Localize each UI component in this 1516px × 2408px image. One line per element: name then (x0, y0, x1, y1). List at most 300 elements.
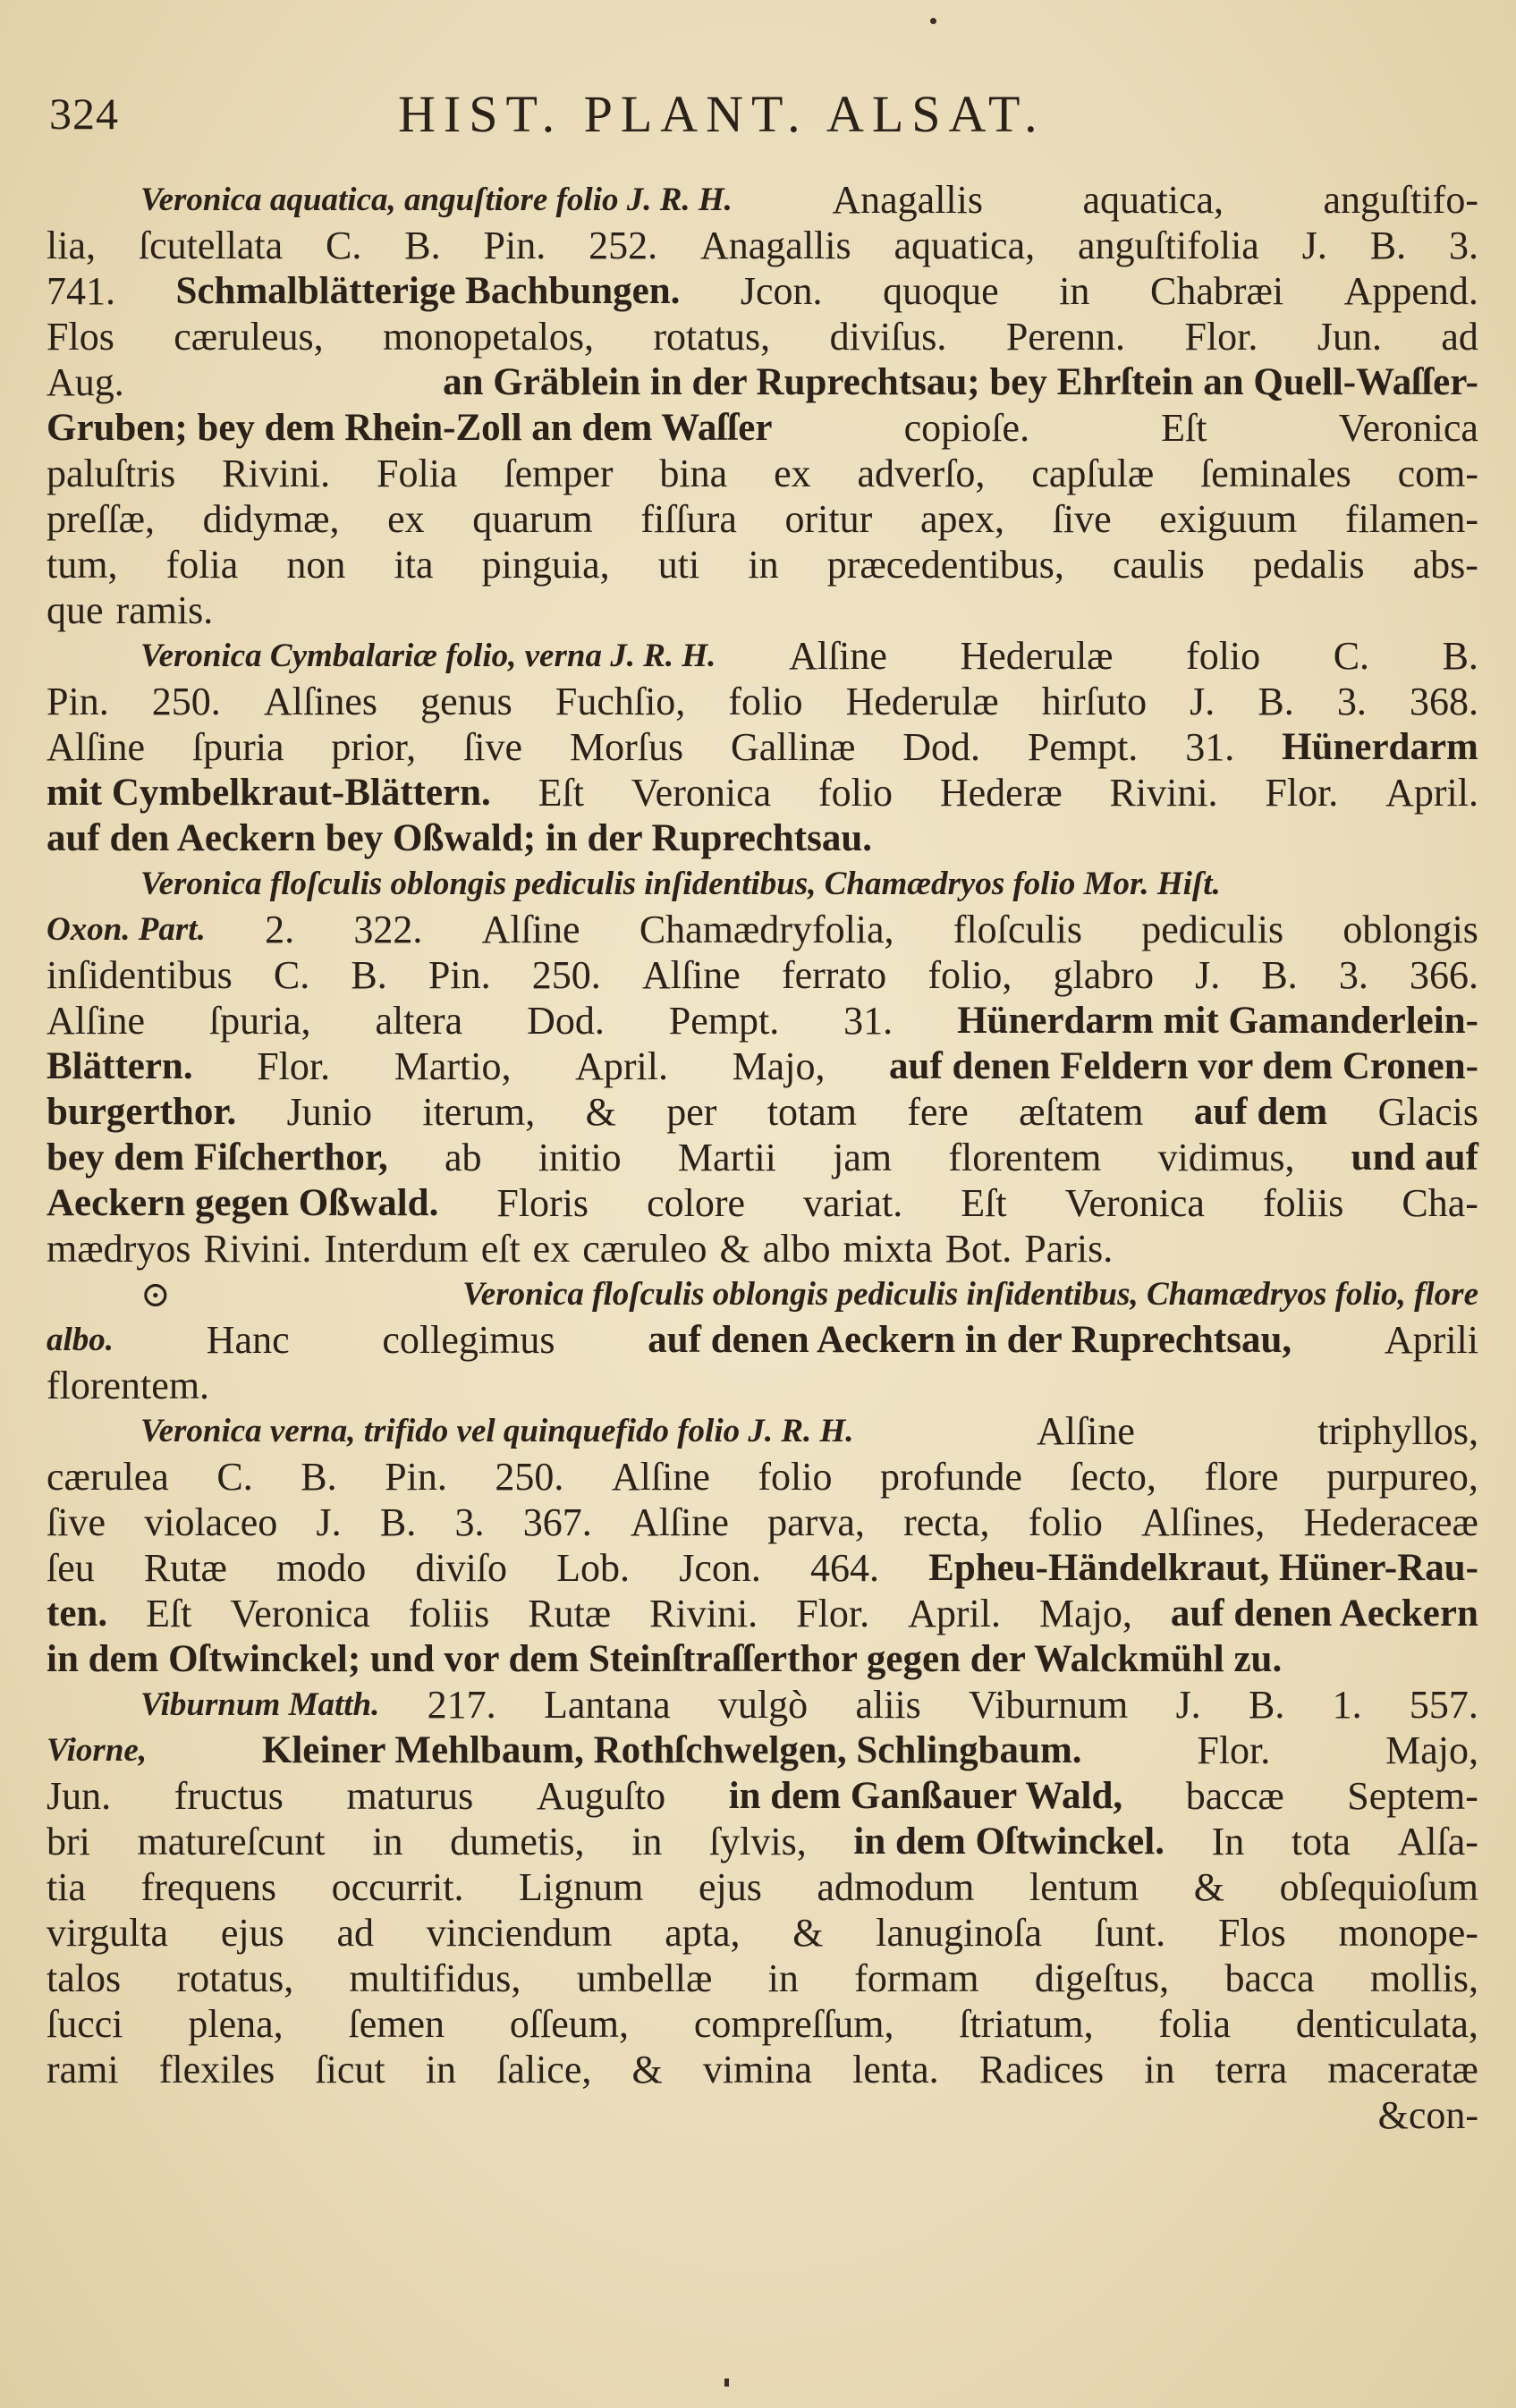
text-line (47, 587, 1478, 633)
fraktur-text: auf denen Aeckern in der Ruprechtsau, (648, 1319, 1292, 1361)
word: lia, (47, 224, 96, 267)
word: albo (762, 1227, 831, 1271)
word: Auguſto (536, 1774, 666, 1818)
ink-speck (724, 2378, 729, 2387)
word: Pempt. (668, 999, 780, 1043)
fraktur-text: Schmalblätterige Bachbungen. (175, 270, 681, 312)
word: violaceo (144, 1500, 278, 1544)
word: apex, (919, 497, 1004, 541)
word: B. (1369, 224, 1407, 267)
word: ramis. (115, 588, 214, 632)
word: maturus (346, 1774, 474, 1818)
word: prior, (331, 725, 417, 769)
word: Dod. (527, 999, 605, 1043)
word: cæruleus, (174, 315, 324, 359)
word: Dod. (902, 725, 980, 769)
word: Flor. (257, 1044, 331, 1088)
text-line (47, 1272, 1478, 1317)
word: fructus (174, 1774, 284, 1818)
word: Cha- (1402, 1181, 1478, 1225)
word: Alſine (788, 634, 887, 678)
text-line (47, 907, 1478, 952)
word: bacca (1224, 1956, 1315, 2000)
word: in (1059, 269, 1090, 313)
fraktur-text: Gruben; bey dem Rhein-Zoll an dem Waſſer (47, 407, 773, 449)
text-line (47, 314, 1478, 359)
word: Anagallis (700, 224, 851, 267)
text-line (47, 177, 1478, 223)
word: Veronica (1338, 406, 1478, 450)
fraktur-text: mit Cymbelkraut-Blättern. (47, 772, 491, 814)
fraktur-text: und auf (1351, 1136, 1478, 1179)
text-line (47, 998, 1478, 1043)
word: Morſus (569, 725, 684, 769)
word: folio (1028, 1500, 1103, 1544)
word: fere (907, 1090, 969, 1134)
word: pinguia, (481, 543, 610, 587)
word: April. (1385, 771, 1478, 815)
word: in (631, 1820, 663, 1863)
word: Lignum (519, 1865, 644, 1909)
fraktur-text: auf den Aeckern bey Oßwald; in der Ruprechtsau. (47, 817, 873, 859)
word: Hederæ (939, 771, 1063, 815)
word: recta, (903, 1500, 990, 1544)
word: Eſt (538, 771, 584, 815)
word: C. (1333, 634, 1370, 678)
word: 217. (427, 1683, 496, 1727)
fraktur-text: auf denen Aeckern (1170, 1593, 1478, 1635)
word: Alſa- (1397, 1820, 1478, 1863)
word: ferrato (781, 953, 887, 997)
word: monope- (1338, 1911, 1478, 1955)
word: Chamædryfolia, (639, 908, 894, 951)
text-line (47, 1545, 1478, 1591)
word: Pin. (385, 1455, 447, 1499)
fraktur-text: in dem Oſtwinckel. (853, 1821, 1165, 1863)
word: didymæ, (202, 497, 340, 541)
word: Pempt. (1027, 725, 1139, 769)
word: ſive (47, 1500, 106, 1544)
word: & (585, 1090, 616, 1134)
word: occurrit. (331, 1865, 464, 1909)
word: Flor. (1184, 315, 1258, 359)
word: florentem (948, 1136, 1102, 1179)
text-line (47, 451, 1478, 496)
word: Pin. (483, 224, 546, 267)
text-line (47, 1910, 1478, 1956)
word: 2. (265, 908, 295, 951)
word: Majo, (1385, 1728, 1478, 1772)
word: ſcutellata (138, 224, 284, 267)
word: J. (1301, 224, 1327, 267)
word: vinciendum (426, 1911, 613, 1955)
text-line (47, 861, 1478, 907)
word: ſicut (315, 2048, 385, 2091)
word: aquatica, (894, 224, 1036, 267)
word: Interdum (324, 1227, 469, 1271)
page-number: 324 (49, 89, 119, 139)
word: purpureo, (1326, 1455, 1478, 1499)
word: modo (275, 1546, 367, 1590)
word: lenta. (852, 2048, 939, 2091)
word: flore (1204, 1455, 1279, 1499)
word: Flor. (796, 1592, 870, 1635)
word: Flos (47, 315, 114, 359)
word: parva, (767, 1500, 865, 1544)
word: abs- (1412, 543, 1478, 587)
text-line (47, 2047, 1478, 2092)
word: apta, (665, 1911, 741, 1955)
word: 252. (589, 224, 658, 267)
word: Perenn. (1005, 315, 1126, 359)
word: profunde (880, 1455, 1022, 1499)
word: April. (908, 1592, 1001, 1635)
word: talos (47, 1956, 122, 2000)
word: 3. (1336, 680, 1367, 723)
word: Append. (1343, 269, 1478, 313)
italic-text: Oxon. Part. (47, 911, 206, 948)
word: filamen- (1344, 497, 1478, 541)
word: cærulea (47, 1455, 169, 1499)
word: 322. (353, 908, 423, 951)
word: folia (1158, 2002, 1232, 2046)
word: flexiles (158, 2048, 275, 2091)
text-line (47, 1956, 1478, 2001)
word: C. (273, 953, 310, 997)
symbol: ⊙ (140, 1274, 171, 1314)
word: Rutæ (528, 1592, 612, 1635)
text-line (47, 679, 1478, 724)
word: rotatus, (653, 315, 771, 359)
word: iterum, (422, 1090, 536, 1134)
word: Rivini. (203, 1227, 312, 1271)
word: Alſines (263, 680, 377, 723)
word: diviſo (415, 1546, 508, 1590)
word: folio (1186, 634, 1261, 678)
fraktur-text: auf denen Feldern vor dem Cronen- (889, 1045, 1478, 1087)
word: matureſcunt (137, 1820, 326, 1863)
word: Majo, (732, 1044, 826, 1088)
fraktur-text: in dem Ganßauer Wald, (728, 1775, 1123, 1817)
word: B. (351, 953, 387, 997)
word: Eſt (961, 1181, 1007, 1225)
word: vulgò (717, 1683, 809, 1727)
word: baccæ (1185, 1774, 1284, 1818)
word: aquatica, (1082, 178, 1224, 222)
word: triphyllos, (1317, 1409, 1478, 1453)
word: 3. (454, 1500, 485, 1544)
word: Aprili (1384, 1318, 1478, 1362)
word: Flor. (1197, 1728, 1271, 1772)
word: 741. (47, 269, 115, 313)
italic-text: Veronica aquatica, anguſtiore folio J. R. H. (140, 182, 733, 218)
word: virgulta (47, 1911, 169, 1955)
word: pedalis (1252, 543, 1365, 587)
text-line (47, 1408, 1478, 1454)
word: cæruleo (582, 1227, 707, 1271)
text-line (47, 2092, 1478, 2138)
word: copioſe. (903, 406, 1030, 450)
word: foliis (1262, 1181, 1344, 1225)
text-line (47, 1500, 1478, 1545)
word: J. (1195, 953, 1221, 997)
word: in (372, 1820, 403, 1863)
fraktur-text: Epheu-Händelkraut, Hüner-Rau- (928, 1547, 1478, 1589)
word: inſidentibus (47, 953, 233, 997)
word: mædryos (47, 1227, 191, 1271)
italic-text: Veronica Cymbalariæ folio, verna J. R. H. (140, 638, 716, 674)
page-header (49, 79, 1467, 150)
word: ex (387, 497, 425, 541)
word: B. (1248, 1683, 1285, 1727)
word: B. (379, 1500, 417, 1544)
word: B. (1442, 634, 1478, 678)
word: lentum (1029, 1865, 1139, 1909)
word: Jun. (1317, 315, 1382, 359)
word: ſpuria (191, 725, 284, 769)
word: B. (1258, 680, 1294, 723)
word: glabro (1053, 953, 1154, 997)
word: Folia (377, 452, 458, 495)
fraktur-text: Hünerdarm (1282, 726, 1478, 768)
word: J. (1190, 680, 1215, 723)
word: Aug. (47, 360, 124, 404)
word: terra (1215, 2048, 1288, 2091)
word: æſtatem (1019, 1090, 1144, 1134)
word: capſulæ (1031, 452, 1155, 495)
word: April. (575, 1044, 668, 1088)
word: 31. (843, 999, 894, 1043)
word: Alſine (47, 725, 145, 769)
word: oſſeum, (509, 2002, 630, 2046)
word: folio (758, 1455, 833, 1499)
word: ſtriatum, (959, 2002, 1094, 2046)
word: 557. (1409, 1683, 1478, 1727)
text-line (47, 2001, 1478, 2047)
text-line (47, 1591, 1478, 1636)
fraktur-text: in dem Oſtwinckel; und vor dem Steinſtraſſerthor gegen der Walckmühl zu. (47, 1638, 1283, 1680)
word: 366. (1409, 953, 1478, 997)
word: Floris (496, 1181, 589, 1225)
word: Radices (978, 2048, 1105, 2091)
word: & (1377, 2093, 1409, 2137)
word: B. (1261, 953, 1298, 997)
word: B. (301, 1455, 337, 1499)
text-line (47, 1363, 1478, 1408)
word: Eſt (146, 1592, 192, 1635)
word: 3. (1338, 953, 1368, 997)
word: Veronica (230, 1592, 370, 1635)
text-line (47, 223, 1478, 268)
fraktur-text: ten. (47, 1593, 108, 1635)
fraktur-text: Kleiner Mehlbaum, Rothſchwelgen, Schlingbaum. (261, 1729, 1082, 1771)
word: ſemen (348, 2002, 445, 2046)
word: ita (394, 543, 434, 587)
word: Lob. (556, 1546, 631, 1590)
word: uti (657, 543, 700, 587)
word: paluſtris (47, 452, 176, 495)
fraktur-text: Hünerdarm mit Gamanderlein- (957, 1000, 1478, 1042)
italic-text: Veronica verna, trifido vel quinquefido folio J. R. H. (140, 1413, 854, 1449)
word: vidimus, (1157, 1136, 1295, 1179)
word: In (1211, 1820, 1245, 1863)
text-line (47, 1043, 1478, 1089)
word: Flor. (1265, 771, 1339, 815)
text-line (47, 1728, 1478, 1773)
word: tum, (47, 543, 118, 587)
word: Alſine (481, 908, 580, 951)
word: obſequioſum (1279, 1865, 1478, 1909)
text-line (47, 770, 1478, 815)
text-line (47, 268, 1478, 314)
word: Hanc (206, 1318, 290, 1362)
text-line (47, 1089, 1478, 1135)
word: rotatus, (176, 1956, 294, 2000)
word: mixta (843, 1227, 933, 1271)
word: dumetis, (450, 1820, 585, 1863)
word: in (1144, 2048, 1175, 2091)
word: monopetalos, (383, 315, 594, 359)
word: 368. (1409, 680, 1478, 723)
word: & (719, 1227, 750, 1271)
word: B. (404, 224, 441, 267)
word: Hederaceæ (1303, 1500, 1478, 1544)
word: Rivini. (649, 1592, 758, 1635)
italic-text: albo. (47, 1322, 114, 1358)
word: 3. (1449, 224, 1478, 267)
fraktur-text: Aeckern gegen Oßwald. (47, 1182, 439, 1224)
word: folio (817, 771, 894, 815)
word: caulis (1113, 543, 1205, 587)
word: tia (47, 1865, 86, 1909)
word: vimina (702, 2048, 813, 2091)
word: Alſine (630, 1500, 729, 1544)
word: Hederulæ (960, 634, 1114, 678)
italic-text: Viorne, (47, 1732, 148, 1769)
word: Eſt (1161, 406, 1207, 450)
word: ejus (698, 1865, 762, 1909)
word: altera (375, 999, 463, 1043)
word: Alſine (1036, 1409, 1135, 1453)
word: Viburnum (969, 1683, 1129, 1727)
word: folio, (927, 953, 1012, 997)
word: eſt (480, 1227, 521, 1271)
text-line (47, 496, 1478, 542)
word: & (792, 1911, 824, 1955)
word: diviſus. (829, 315, 947, 359)
text-line (47, 815, 1478, 861)
word: Glacis (1377, 1090, 1478, 1134)
word: compreſſum, (693, 2002, 894, 2046)
word: rami (47, 2048, 119, 2091)
word: Alſine (47, 999, 145, 1043)
word: Paris. (1024, 1227, 1114, 1271)
running-title: HIST. PLANT. ALSAT. (398, 85, 1046, 143)
word: ejus (220, 1911, 284, 1955)
word: & (631, 2048, 663, 2091)
text-line (47, 1180, 1478, 1226)
word: Lantana (543, 1683, 671, 1727)
word: ad (336, 1911, 374, 1955)
word: Rivini. (222, 452, 331, 495)
word: com- (1397, 452, 1478, 495)
word: anguſtifolia (1078, 224, 1259, 267)
italic-text: Veronica floſculis oblongis pediculis inſidentibus, Chamædryos folio, flore (462, 1276, 1478, 1313)
word: ſemper (504, 452, 614, 495)
word: Gallinæ (730, 725, 856, 769)
word: initio (538, 1136, 622, 1179)
word: in (425, 2048, 456, 2091)
text-line (47, 633, 1478, 679)
word: Jun. (47, 1774, 112, 1818)
word: Alſines, (1141, 1500, 1266, 1544)
page-body-text (47, 177, 1478, 2138)
word: 1. (1332, 1683, 1362, 1727)
word: quarum (472, 497, 593, 541)
word: frequens (140, 1865, 277, 1909)
word: bri (47, 1820, 90, 1863)
word: foliis (408, 1592, 490, 1635)
ink-speck (930, 18, 936, 24)
text-line (47, 1819, 1478, 1864)
word: ſucci (47, 2002, 123, 2046)
word: folio (728, 680, 803, 723)
word: lanuginoſa (876, 1911, 1042, 1955)
word: ex (774, 452, 811, 495)
word: per (666, 1090, 717, 1134)
fraktur-text: bey dem Fiſcherthor, (47, 1136, 388, 1179)
word: ſecto, (1070, 1455, 1156, 1499)
word: admodum (817, 1865, 975, 1909)
word: in (748, 543, 779, 587)
word: maceratæ (1327, 2048, 1478, 2091)
word: ſive (463, 725, 523, 769)
word: hirſuto (1041, 680, 1148, 723)
text-line (47, 359, 1478, 405)
word: umbellæ (576, 1956, 713, 2000)
fraktur-text: burgerthor. (47, 1091, 237, 1133)
word: Alſine (641, 953, 741, 997)
word: florentem. (47, 1364, 210, 1407)
word: ſeu (47, 1546, 95, 1590)
word: Rutæ (143, 1546, 227, 1590)
word: J. (316, 1500, 342, 1544)
word: folia (165, 543, 239, 587)
word: oritur (784, 497, 873, 541)
word: Veronica (631, 771, 772, 815)
word: 250. (531, 953, 601, 997)
word: Rivini. (1109, 771, 1218, 815)
italic-text: Veronica floſculis oblongis pediculis inſidentibus, Chamædryos folio Mor. Hiſt. (140, 866, 1221, 902)
word: jam (833, 1136, 893, 1179)
word: Bot. (944, 1227, 1012, 1271)
word: Alſine (611, 1455, 710, 1499)
word: Majo, (1039, 1592, 1132, 1635)
text-line (47, 1636, 1478, 1682)
word: ſylvis, (708, 1820, 807, 1863)
word: præcedentibus, (826, 543, 1064, 587)
text-line (47, 1454, 1478, 1500)
word: exiguum (1159, 497, 1298, 541)
word: ſpuria, (208, 999, 311, 1043)
word: Chabræi (1149, 269, 1284, 313)
word: anguſtifo- (1323, 178, 1478, 222)
word: variat. (803, 1181, 903, 1225)
word: con- (1408, 2093, 1478, 2137)
word: colore (647, 1181, 746, 1225)
word: & (1193, 1865, 1224, 1909)
word: J. (1175, 1683, 1201, 1727)
